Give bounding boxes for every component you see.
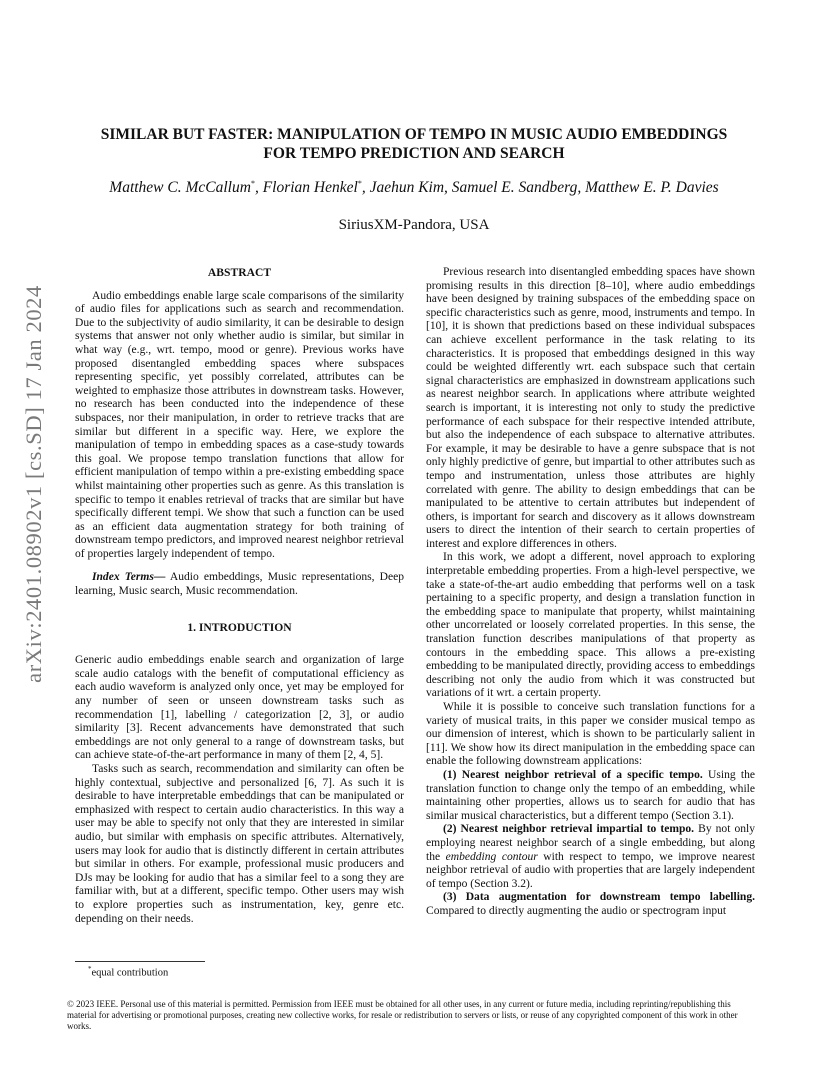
author-list [74, 179, 754, 197]
application-2-text-a: By not only employing nearest neighbor search of a single embedding, but along the [426, 823, 755, 863]
arxiv-identifier: arXiv:2401.08902v1 [cs.SD] 17 Jan 2024 [21, 285, 47, 683]
application-3 [426, 891, 755, 918]
remaining-authors: , Jaehun Kim, Samuel E. Sandberg, Matthew E. P. Davies [361, 179, 719, 197]
introduction-heading: 1. INTRODUCTION [187, 620, 292, 634]
left-column [75, 266, 404, 926]
right-paragraph-3: While it is possible to conceive such translation functions for a variety of musical traits, in this paper we consider musical tempo as our dimension of interest, which is shown to be particularly salient in [11]. We show how its direct manipulation in the embedding space can enable the following downstream applications: [426, 701, 755, 768]
right-column [426, 266, 755, 919]
footnote-mark: * [88, 965, 92, 973]
author-2: Florian Henkel [262, 179, 358, 197]
right-paragraph-2: In this work, we adopt a different, novel approach to exploring interpretable embedding properties. From a high-level perspective, we take a state-of-the-art audio embedding that performs well on a task pertaining to a specific property, and design a translation function in the embedding space to manipulate that property, whilst maintaining other uncorrelated or loosely correlated properties. In this sense, the translation function describes manipulations of that property as contours in the embedding space. This allows a pre-existing embedding to be manipulated directly, providing access to embeddings describing not only the audio from which it was constructed but variations of it wrt. a certain property. [426, 551, 755, 700]
title-line-2: FOR TEMPO PREDICTION AND SEARCH [263, 145, 565, 162]
application-2-label: (2) Nearest neighbor retrieval impartial to tempo. [443, 823, 695, 836]
equal-contribution-mark-2: * [357, 179, 362, 188]
author-1: Matthew C. McCallum [109, 179, 251, 197]
title-line-1: SIMILAR BUT FASTER: MANIPULATION OF TEMPO IN MUSIC AUDIO EMBEDDINGS [100, 126, 728, 143]
footnote [88, 965, 168, 979]
intro-paragraph-1: Generic audio embeddings enable search and organization of large scale audio catalogs with the benefit of computational efficiency as each audio waveform is analyzed only once, yet may be employed for any number of seen or unseen downstream tasks such as recommendation [1], labelling / categorization [2, 3], or audio similarity [3]. Recent advancements have demonstrated that such embeddings are not only general to a range of downstream tasks, but can achieve state-of-the-art performance in many of them [2, 4, 5]. [75, 654, 404, 762]
application-2-text-b: with respect to tempo, we improve nearest neighbor retrieval of audio with properties that are largely independent of tempo (Section 3.2). [426, 850, 755, 890]
author-separator: , [254, 179, 263, 197]
footnote-text: equal contribution [91, 967, 169, 979]
affiliation: SiriusXM-Pandora, USA [338, 217, 490, 233]
equal-contribution-mark-1: * [250, 179, 255, 188]
copyright-notice: © 2023 IEEE. Personal use of this material is permitted. Permission from IEEE must be obtained for all other uses, in any current or future media, including reprinting/republishing this material for advertising or promotional purposes, creating new collective works, for resale or redistribution to servers or lists, or reuse of any copyrighted component of this work in other works. [67, 999, 738, 1031]
index-terms-text: Audio embeddings, Music representations, Deep learning, Music search, Music recommendation. [75, 571, 405, 598]
paper-title [74, 125, 754, 163]
application-1-text: Using the translation function to change only the tempo of an embedding, while maintaining other properties, allows us to search for audio that has similar musical characteristics, but a different tempo (Section 3.1). [426, 768, 756, 822]
application-3-label: (3) Data augmentation for downstream tempo labelling. [443, 891, 755, 904]
intro-paragraph-2: Tasks such as search, recommendation and similarity can often be highly contextual, subjective and personalized [6, 7]. As such it is desirable to have interpretable embeddings that can be manipulated or emphasized with respect to certain audio characteristics. In this way a user may be able to specify not only that they are interested in similar audio, but similar with emphasis on specific attributes. Alternatively, users may look for audio that is distinctly different in certain attributes but similar in others. For example, professional music producers and DJs may be looking for audio that has a similar feel to a song they are familiar with, but at a different, specific tempo. Other users may wish to explore properties such as instrumentation, key, genre etc. depending on their needs. [75, 763, 404, 925]
application-1 [426, 769, 755, 823]
right-paragraph-1: Previous research into disentangled embedding spaces have shown promising results in this direction [8–10], where audio embeddings have been designed by training subspaces of the embedding space on specific characteristics such as genre, mood, instruments and tempo. In [10], it is shown that predictions based on these individual subspaces can achieve excellent performance in the task relating to its characteristics. It is proposed that embeddings designed in this way could be weighted differently wrt. each subspace such that certain signal characteristics are emphasized in downstream applications such as nearest neighbor search. In applications where attribute weighted search is important, it is interesting not only to study the predictive performance of each subspace for their respective intended attribute, but also the independence of each subspace to alternative attributes. For example, it may be desirable to have a genre subspace that is not only highly predictive of genre, but impartial to other attributes such as tempo and instrumentation, unless those attributes are highly correlated with genre. The ability to design embeddings that can be manipulated to be attentive to certain attributes but independent of others, is important for search and discovery as it allows downstream users to direct the intention of their search to certain properties of interest and explore differences in others. [426, 266, 756, 550]
application-2 [426, 823, 755, 891]
application-1-label: (1) Nearest neighbor retrieval of a specific tempo. [443, 768, 703, 781]
index-terms [75, 571, 404, 598]
abstract-heading: ABSTRACT [207, 266, 272, 279]
index-terms-label: Index Terms— [92, 571, 166, 584]
footnote-rule [75, 961, 205, 962]
arxiv-sidebar [12, 285, 56, 683]
abstract-text: Audio embeddings enable large scale comparisons of the similarity of audio files for applications such as search and recommendation. Due to the subjectivity of audio similarity, it can be desirable to design systems that answer not only whether audio is similar, but similar in what way (e.g., wrt. tempo, mood or genre). Previous works have proposed disentangled embedding spaces where subspaces representing specific, yet possibly correlated, attributes can be weighted to emphasize those attributes in downstream tasks. However, no research has been conducted into the independence of these subspaces, nor their manipulation, in order to retrieve tracks that are similar but different in a specific way. Here, we explore the manipulation of tempo in embedding spaces as a case-study towards this goal. We propose tempo translation functions that allow for efficient manipulation of tempo within a pre-existing embedding space whilst maintaining other properties such as genre. As this translation is specific to tempo it enables retrieval of tracks that are similar but have specifically different tempi. We show that such a function can be used as an efficient data augmentation strategy for both training of downstream tempo predictors, and improved nearest neighbor retrieval of properties largely independent of tempo. [75, 289, 404, 560]
embedding-contour-term: embedding contour [445, 850, 538, 863]
application-3-text: Compared to directly augmenting the audio or spectrogram input [426, 904, 727, 917]
